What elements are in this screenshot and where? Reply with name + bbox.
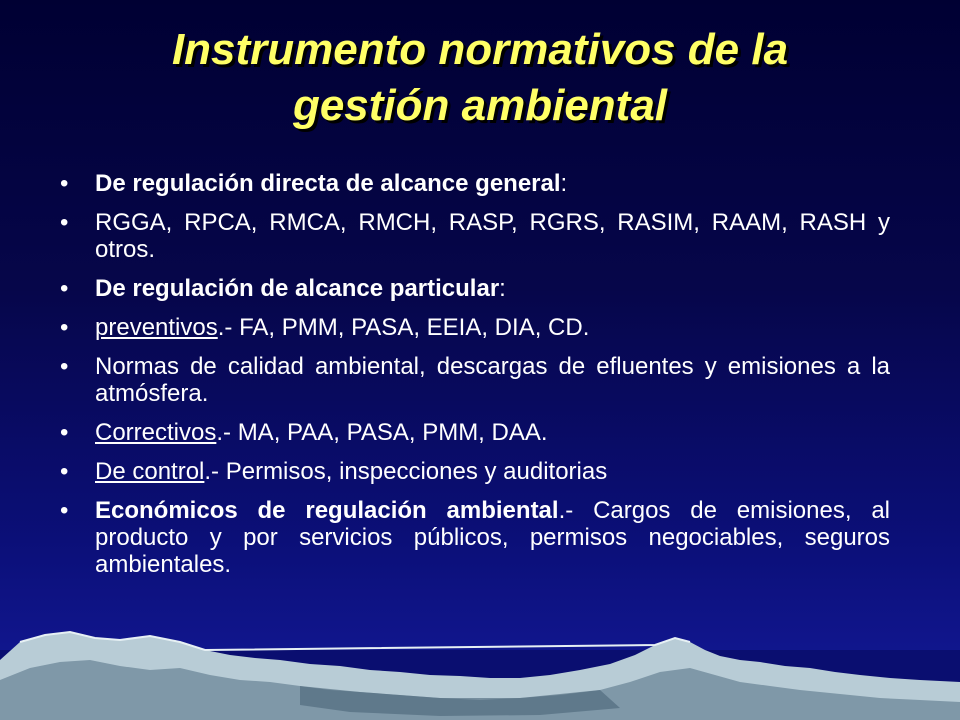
bullet-text: : bbox=[560, 170, 568, 197]
bullet-item bbox=[60, 275, 890, 302]
bullet-bold: De regulación de alcance particular bbox=[95, 275, 500, 302]
mountains-illustration bbox=[0, 620, 960, 720]
bullet-list bbox=[60, 170, 890, 590]
bullet-item bbox=[60, 353, 890, 407]
bullet-item bbox=[60, 419, 890, 446]
slide-title bbox=[60, 22, 900, 134]
bullet-underlined: preventivos bbox=[95, 314, 218, 341]
bullet-text: : bbox=[499, 275, 506, 302]
bullet-text: .- FA, PMM, PASA, EEIA, DIA, CD. bbox=[217, 314, 590, 341]
bullet-item bbox=[60, 170, 890, 197]
bullet-underlined: De control bbox=[95, 458, 205, 485]
bullet-bold: De regulación directa de alcance general bbox=[95, 170, 561, 197]
slide-title-line-1: Instrumento normativos de la bbox=[171, 25, 789, 74]
slide-title-line-2: gestión ambiental bbox=[292, 81, 668, 130]
bullet-text: RGGA, RPCA, RMCA, RMCH, RASP, RGRS, RASIM, RAAM, RASH y otros. bbox=[95, 209, 890, 263]
bullet-text: .- Permisos, inspecciones y auditorias bbox=[204, 458, 608, 485]
bullet-underlined: Correctivos bbox=[95, 419, 217, 446]
bullet-text: .- Cargos de emisiones, al producto y por servicios públicos, permisos negociables, seguros ambientales. bbox=[95, 497, 890, 578]
bullet-item bbox=[60, 458, 890, 485]
bullet-item bbox=[60, 314, 890, 341]
bullet-item bbox=[60, 497, 890, 578]
bullet-text: Normas de calidad ambiental, descargas de efluentes y emisiones a la atmósfera. bbox=[95, 353, 890, 407]
bullet-text: .- MA, PAA, PASA, PMM, DAA. bbox=[216, 419, 548, 446]
bullet-bold: Económicos de regulación ambiental bbox=[95, 497, 559, 524]
bullet-item bbox=[60, 209, 890, 263]
